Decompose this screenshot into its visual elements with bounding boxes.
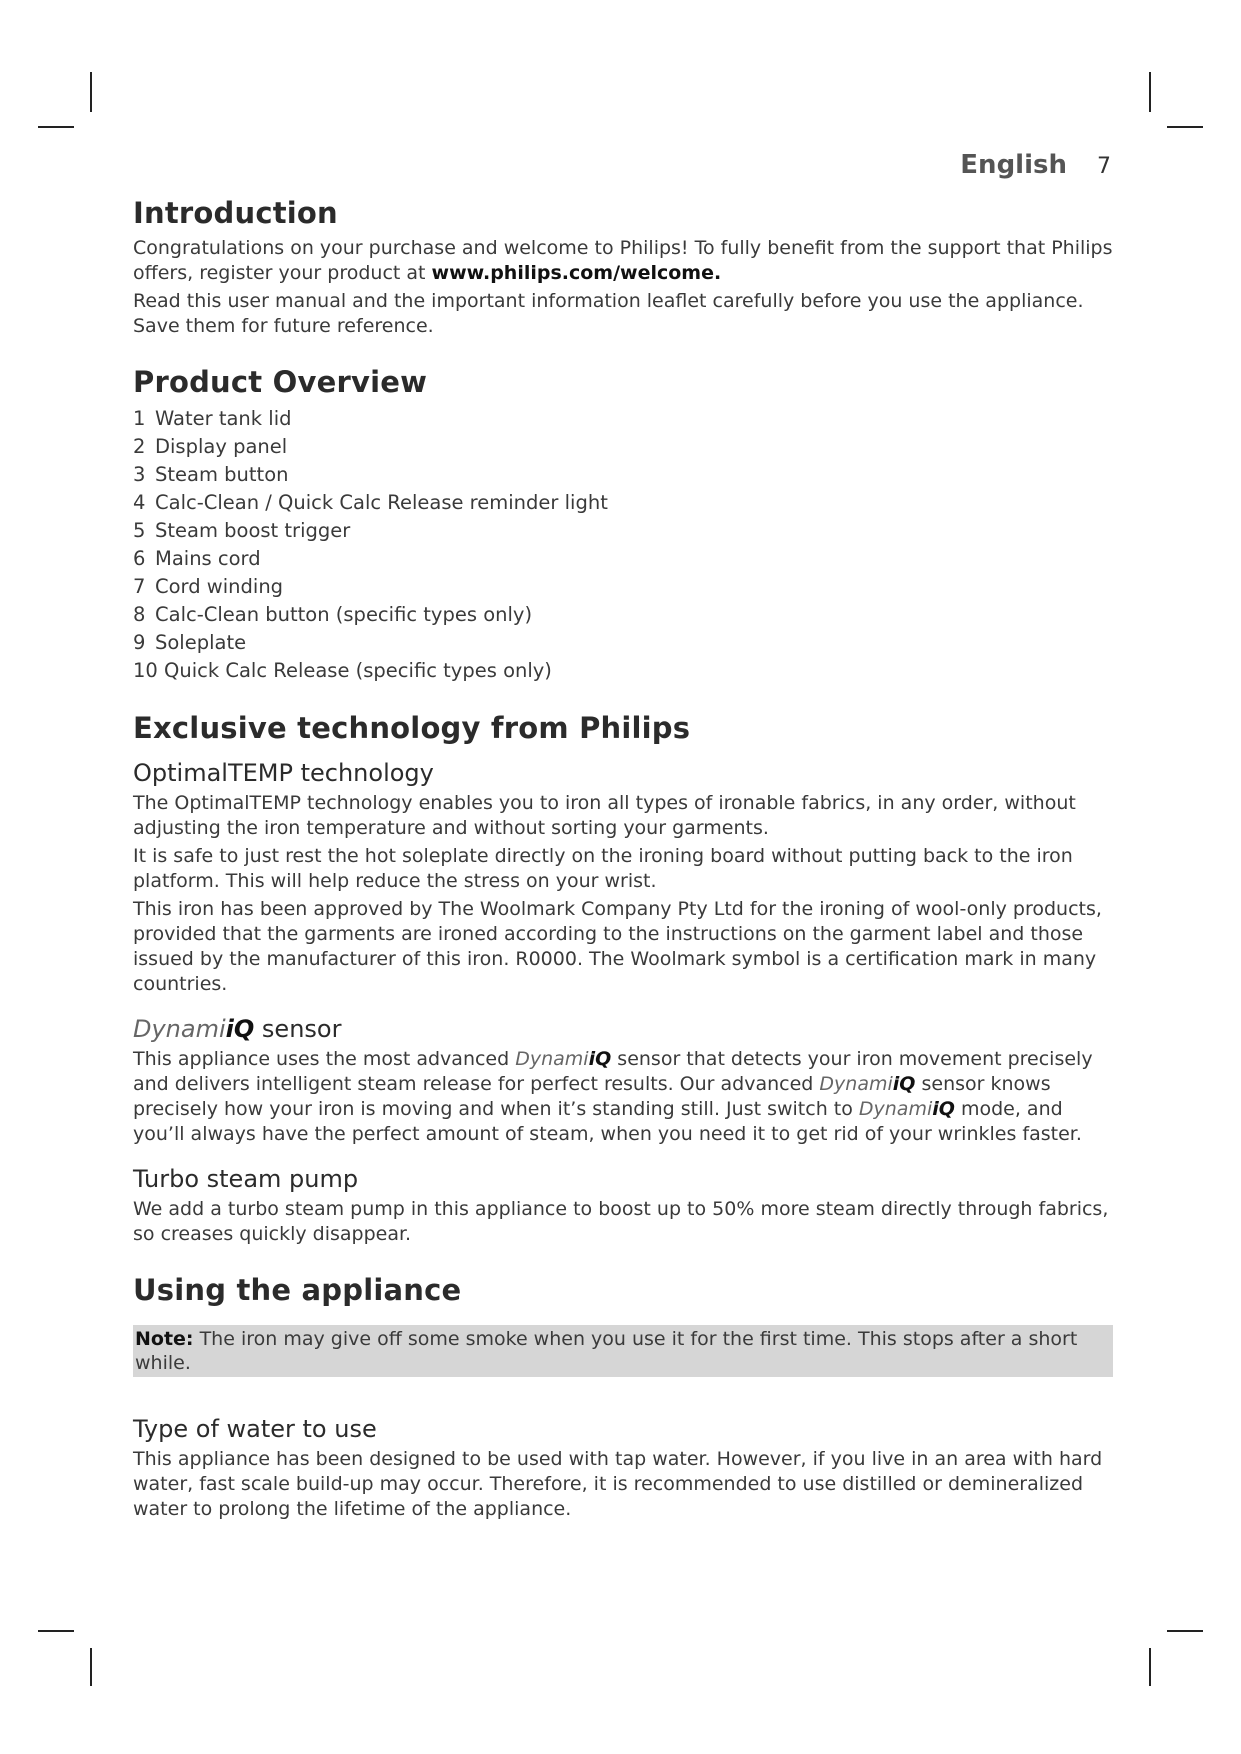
crop-mark — [1149, 1648, 1151, 1686]
optimaltemp-paragraph-2: It is safe to just rest the hot soleplate directly on the ironing board without putting back to the iron platform. This will help reduce the stress on your wrist. — [133, 845, 1073, 892]
water-title: Type of water to use — [133, 1415, 377, 1443]
water-paragraph: This appliance has been designed to be used with tap water. However, if you live in an area with hard water, fast scale build-up may occur. Therefore, it is recommended to use distilled or demineralized water to prolong the lifetime of the appliance. — [133, 1448, 1103, 1520]
note-text: The iron may give off some smoke when you use it for the first time. This stops after a short while. — [135, 1328, 1078, 1374]
introduction-text: Congratulations on your purchase and welcome to Philips! To fully benefit from the support that Philips offers, register your product at — [133, 237, 1113, 284]
list-item: 2 Display panel — [133, 435, 288, 458]
dynamiq-logo: DynamiiQ — [133, 1015, 255, 1043]
crop-mark — [90, 1648, 92, 1686]
water-subsection — [133, 1415, 1113, 1522]
list-item: 1 Water tank lid — [133, 407, 292, 430]
list-item: 5 Steam boost trigger — [133, 519, 351, 542]
exclusive-technology-section — [133, 711, 1113, 1247]
product-overview-title: Product Overview — [133, 365, 428, 399]
dynamiq-paragraph: This appliance uses the most advanced DynamiiQ sensor that detects your iron movement precisely and delivers intelligent steam release for perfect results. Our advanced DynamiiQ sensor knows precisely how your iron is moving and when it’s standing still. Just switch to DynamiiQ mode, and you’ll always have the perfect amount of steam, when you need it to get rid of your wrinkles faster. — [133, 1048, 1093, 1145]
turbo-steam-title: Turbo steam pump — [133, 1165, 359, 1193]
philips-welcome-link[interactable]: www.philips.com/welcome. — [431, 262, 722, 284]
introduction-paragraph — [133, 236, 1113, 286]
crop-mark — [38, 126, 74, 128]
dynamiq-title: DynamiiQ sensor — [133, 1015, 342, 1043]
optimaltemp-subsection — [133, 759, 1113, 997]
product-overview-list — [133, 405, 1113, 685]
exclusive-technology-title: Exclusive technology from Philips — [133, 711, 691, 745]
dynamiq-subsection — [133, 1015, 1113, 1147]
page-content — [133, 196, 1113, 1525]
note-label: Note: — [135, 1328, 194, 1350]
introduction-section — [133, 196, 1113, 339]
introduction-paragraph-2: Read this user manual and the important information leaflet carefully before you use the appliance. Save them for future reference. — [133, 290, 1084, 337]
product-overview-section — [133, 365, 1113, 685]
using-appliance-section — [133, 1273, 1113, 1522]
crop-mark — [1167, 1630, 1203, 1632]
optimaltemp-paragraph-1: The OptimalTEMP technology enables you to iron all types of ironable fabrics, in any order, without adjusting the iron temperature and without sorting your garments. — [133, 792, 1076, 839]
using-appliance-title: Using the appliance — [133, 1273, 462, 1307]
page-header — [960, 150, 1111, 180]
list-item: 7 Cord winding — [133, 575, 284, 598]
page-number: 7 — [1097, 154, 1111, 179]
dynamiq-logo: DynamiiQ — [515, 1048, 612, 1070]
list-item: 3 Steam button — [133, 463, 289, 486]
crop-mark — [1149, 72, 1151, 112]
list-item: 8 Calc-Clean button (specific types only) — [133, 603, 533, 626]
turbo-steam-subsection — [133, 1165, 1113, 1247]
crop-mark — [90, 72, 92, 112]
list-item: 4 Calc-Clean / Quick Calc Release reminder light — [133, 491, 608, 514]
list-item: 6 Mains cord — [133, 547, 261, 570]
note-box — [133, 1325, 1113, 1377]
dynamiq-logo: DynamiiQ — [858, 1098, 955, 1120]
optimaltemp-paragraph-3: This iron has been approved by The Woolmark Company Pty Ltd for the ironing of wool-only products, provided that the garments are ironed according to the instructions on the garment label and those issued by the manufacturer of this iron. R0000. The Woolmark symbol is a certification mark in many countries. — [133, 898, 1102, 995]
turbo-steam-paragraph: We add a turbo steam pump in this appliance to boost up to 50% more steam directly through fabrics, so creases quickly disappear. — [133, 1198, 1109, 1245]
language-label: English — [960, 150, 1067, 180]
introduction-title: Introduction — [133, 196, 338, 230]
crop-mark — [1167, 126, 1203, 128]
list-item: 10 Quick Calc Release (specific types only) — [133, 659, 552, 682]
optimaltemp-title: OptimalTEMP technology — [133, 759, 434, 787]
list-item: 9 Soleplate — [133, 631, 247, 654]
crop-mark — [38, 1630, 74, 1632]
dynamiq-logo: DynamiiQ — [819, 1073, 916, 1095]
